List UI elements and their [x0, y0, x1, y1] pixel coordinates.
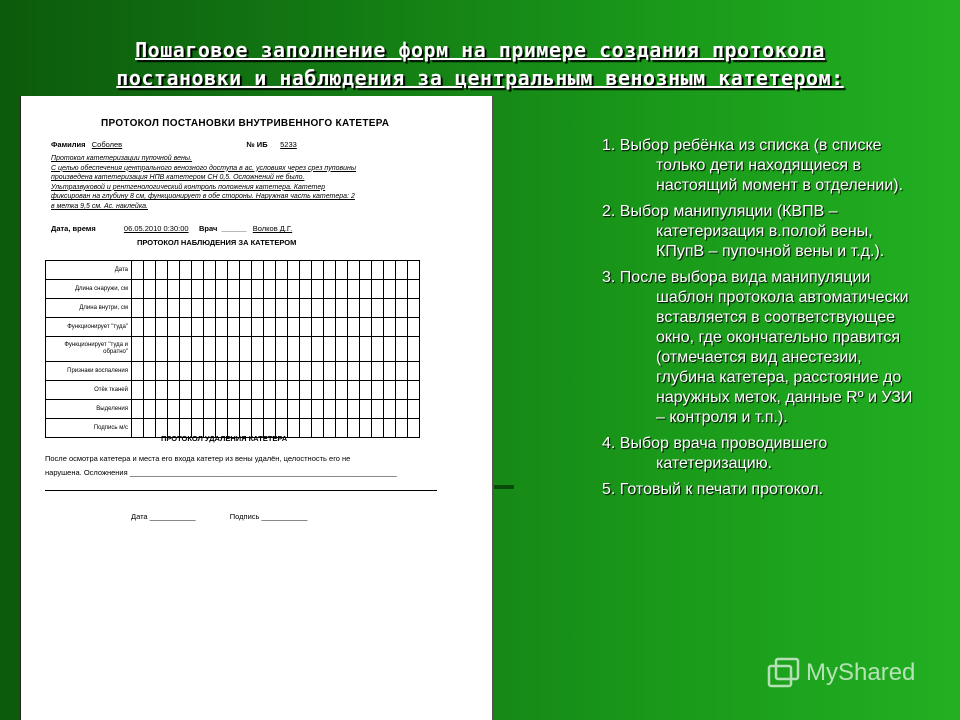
observation-cell: [276, 400, 288, 419]
observation-cell: [372, 362, 384, 381]
decorative-bar: [494, 485, 514, 489]
observation-cell: [228, 381, 240, 400]
observation-cell: [288, 318, 300, 337]
removal-text-line: нарушена. Осложнения ________________________________________________________________: [45, 468, 397, 477]
observation-cell: [324, 362, 336, 381]
observation-cell: [216, 261, 228, 280]
protocol-text-line: произведена катетеризация НПВ катетером СН 0,5. Осложнений не было.: [51, 174, 305, 181]
observation-cell: [228, 362, 240, 381]
observation-row-label: Длина внутри, см: [46, 299, 132, 318]
observation-cell: [204, 318, 216, 337]
observation-cell: [408, 400, 420, 419]
observation-cell: [204, 362, 216, 381]
observation-cell: [384, 381, 396, 400]
observation-row-label: Длина снаружи, см: [46, 280, 132, 299]
observation-cell: [144, 381, 156, 400]
removal-text-line: После осмотра катетера и места его входа катетер из вены удалён, целостность его не: [45, 454, 351, 463]
observation-cell: [324, 280, 336, 299]
slide-title: [60, 36, 900, 92]
observation-cell: [396, 419, 408, 438]
observation-row: [46, 299, 420, 318]
observation-cell: [276, 381, 288, 400]
observation-cell: [408, 381, 420, 400]
date-doctor-row: Дата, время 06.05.2010 0:30:00 Врач ______ Волков Д.Г.: [51, 224, 293, 233]
observation-cell: [360, 318, 372, 337]
observation-cell: [240, 362, 252, 381]
observation-cell: [300, 381, 312, 400]
observation-cell: [264, 400, 276, 419]
observation-cell: [300, 400, 312, 419]
observation-cell: [276, 337, 288, 362]
protocol-text: [51, 154, 471, 211]
observation-cell: [300, 261, 312, 280]
observation-cell: [132, 280, 144, 299]
observation-cell: [300, 362, 312, 381]
observation-cell: [216, 400, 228, 419]
observation-cell: [360, 362, 372, 381]
observation-cell: [168, 337, 180, 362]
observation-cell: [312, 362, 324, 381]
observation-row-label: Функционирует "туда и обратно": [46, 337, 132, 362]
protocol-text-line: фиксирован на глубину 8 см, функционирует в обе стороны. Наружная часть катетера: 2: [51, 193, 355, 200]
date-sign-label: Дата: [131, 512, 148, 521]
observation-cell: [216, 337, 228, 362]
observation-cell: [288, 261, 300, 280]
observation-cell: [168, 261, 180, 280]
observation-cell: [300, 419, 312, 438]
observation-cell: [372, 337, 384, 362]
observation-cell: [312, 280, 324, 299]
observation-cell: [240, 337, 252, 362]
removal-blank-line: [45, 490, 437, 491]
step-item: 5. Готовый к печати протокол.: [602, 481, 824, 498]
observation-cell: [384, 400, 396, 419]
observation-cell: [408, 419, 420, 438]
step-item: 1. Выбор ребёнка из списка (в списке только дети находящиеся в настоящий момент в отделении).: [602, 137, 904, 194]
step-item: 2. Выбор манипуляции (КВПВ – катетеризация в.полой вены, КПупВ – пупочной вены и т.д.).: [602, 203, 885, 260]
observation-cell: [408, 337, 420, 362]
observation-cell: [396, 299, 408, 318]
observation-cell: [384, 299, 396, 318]
observation-cell: [348, 318, 360, 337]
observation-row: [46, 337, 420, 362]
observation-cell: [288, 280, 300, 299]
observation-cell: [264, 381, 276, 400]
observation-cell: [204, 400, 216, 419]
observation-cell: [132, 261, 144, 280]
observation-cell: [144, 400, 156, 419]
observation-cell: [324, 419, 336, 438]
observation-cell: [192, 299, 204, 318]
observation-cell: [132, 337, 144, 362]
observation-cell: [132, 381, 144, 400]
observation-cell: [372, 400, 384, 419]
observation-cell: [360, 400, 372, 419]
observation-table: [45, 260, 420, 438]
observation-cell: [360, 419, 372, 438]
signature-label: Подпись: [229, 512, 260, 521]
observation-cell: [348, 261, 360, 280]
observation-cell: [144, 299, 156, 318]
observation-cell: [324, 318, 336, 337]
observation-row-label: Функционирует "туда": [46, 318, 132, 337]
observation-cell: [396, 362, 408, 381]
observation-cell: [384, 337, 396, 362]
observation-cell: [192, 362, 204, 381]
observation-cell: [324, 400, 336, 419]
observation-cell: [180, 280, 192, 299]
observation-cell: [372, 299, 384, 318]
watermark-icon: [766, 656, 800, 690]
observation-cell: [252, 362, 264, 381]
protocol-text-line: Протокол катетеризации пупочной вены.: [51, 155, 192, 162]
observation-cell: [288, 419, 300, 438]
observation-cell: [132, 318, 144, 337]
observation-cell: [252, 299, 264, 318]
observation-cell: [348, 400, 360, 419]
slide-title-line-1: Пошаговое заполнение форм на примере создания протокола: [135, 38, 825, 62]
observation-cell: [300, 299, 312, 318]
slide-title-line-2: постановки и наблюдения за центральным венозным катетером:: [116, 66, 844, 90]
observation-cell: [252, 261, 264, 280]
observation-cell: [264, 280, 276, 299]
observation-cell: [264, 362, 276, 381]
observation-cell: [132, 419, 144, 438]
observation-cell: [132, 299, 144, 318]
observation-cell: [156, 362, 168, 381]
doctor-value: Волков Д.Г.: [252, 224, 293, 233]
observation-cell: [168, 318, 180, 337]
observation-cell: [276, 362, 288, 381]
observation-header: ПРОТОКОЛ НАБЛЮДЕНИЯ ЗА КАТЕТЕРОМ: [137, 238, 297, 247]
observation-cell: [264, 261, 276, 280]
observation-cell: [348, 337, 360, 362]
observation-cell: [336, 261, 348, 280]
observation-cell: [204, 299, 216, 318]
observation-cell: [324, 337, 336, 362]
observation-cell: [192, 337, 204, 362]
observation-row-label: Отёк тканей: [46, 381, 132, 400]
observation-cell: [264, 299, 276, 318]
observation-cell: [396, 337, 408, 362]
observation-cell: [144, 419, 156, 438]
observation-cell: [192, 400, 204, 419]
observation-cell: [312, 261, 324, 280]
protocol-text-line: в метка 9,5 см. Ас. наклейка.: [51, 202, 148, 210]
watermark-text: MyShared: [806, 659, 916, 686]
observation-cell: [300, 280, 312, 299]
observation-cell: [372, 381, 384, 400]
observation-cell: [408, 299, 420, 318]
steps-list: [602, 136, 922, 506]
observation-cell: [336, 280, 348, 299]
observation-cell: [192, 318, 204, 337]
observation-cell: [132, 362, 144, 381]
observation-cell: [276, 280, 288, 299]
observation-cell: [228, 280, 240, 299]
observation-cell: [324, 261, 336, 280]
observation-cell: [408, 280, 420, 299]
watermark-logo: [766, 656, 915, 690]
observation-cell: [168, 280, 180, 299]
patient-row: [51, 140, 297, 149]
observation-cell: [252, 381, 264, 400]
observation-cell: [168, 400, 180, 419]
observation-cell: [336, 400, 348, 419]
observation-row-label: Признаки воспаления: [46, 362, 132, 381]
observation-cell: [204, 280, 216, 299]
observation-cell: [168, 381, 180, 400]
observation-cell: [180, 381, 192, 400]
observation-cell: [144, 318, 156, 337]
observation-cell: [228, 261, 240, 280]
observation-cell: [156, 337, 168, 362]
observation-cell: [288, 362, 300, 381]
ib-value: 5233: [280, 140, 297, 149]
observation-cell: [144, 280, 156, 299]
observation-cell: [252, 318, 264, 337]
date-value: 06.05.2010 0:30:00: [123, 224, 189, 233]
observation-row: [46, 280, 420, 299]
observation-cell: [300, 337, 312, 362]
observation-cell: [156, 318, 168, 337]
observation-cell: [408, 318, 420, 337]
observation-cell: [288, 381, 300, 400]
observation-cell: [216, 318, 228, 337]
observation-cell: [216, 362, 228, 381]
observation-cell: [360, 381, 372, 400]
step-item: 3. После выбора вида манипуляции шаблон протокола автоматически вставляется в соответствующее окно, где окончательно правится (отмечается вид анестезии, глубина катетера, расстояние до наружных меток, данные Rº и УЗИ – контроля и т.п.).: [602, 269, 913, 426]
observation-cell: [384, 362, 396, 381]
observation-cell: [372, 318, 384, 337]
document-header: ПРОТОКОЛ ПОСТАНОВКИ ВНУТРИВЕННОГО КАТЕТЕРА: [101, 118, 390, 129]
observation-cell: [372, 419, 384, 438]
observation-row: [46, 261, 420, 280]
observation-row-label: Подпись м/с: [46, 419, 132, 438]
observation-cell: [396, 261, 408, 280]
observation-cell: [276, 318, 288, 337]
observation-cell: [168, 299, 180, 318]
observation-cell: [228, 318, 240, 337]
observation-cell: [180, 299, 192, 318]
observation-cell: [216, 299, 228, 318]
observation-cell: [264, 337, 276, 362]
observation-cell: [156, 299, 168, 318]
observation-cell: [144, 261, 156, 280]
observation-cell: [336, 299, 348, 318]
observation-cell: [156, 381, 168, 400]
observation-cell: [348, 362, 360, 381]
doctor-label: Врач: [198, 224, 218, 233]
observation-cell: [240, 299, 252, 318]
observation-cell: [276, 261, 288, 280]
observation-cell: [204, 381, 216, 400]
observation-cell: [336, 419, 348, 438]
observation-cell: [144, 337, 156, 362]
observation-cell: [252, 337, 264, 362]
date-label: Дата, время: [51, 224, 96, 233]
observation-cell: [336, 337, 348, 362]
observation-cell: [312, 381, 324, 400]
observation-cell: [204, 261, 216, 280]
observation-cell: [312, 318, 324, 337]
observation-cell: [336, 381, 348, 400]
signature-row: Дата ___________ Подпись ___________: [131, 512, 308, 521]
observation-row: [46, 400, 420, 419]
observation-cell: [192, 280, 204, 299]
observation-cell: [252, 280, 264, 299]
observation-cell: [300, 318, 312, 337]
observation-row: [46, 381, 420, 400]
observation-cell: [360, 261, 372, 280]
observation-cell: [336, 318, 348, 337]
observation-cell: [396, 318, 408, 337]
observation-cell: [216, 280, 228, 299]
observation-cell: [336, 362, 348, 381]
observation-cell: [180, 261, 192, 280]
observation-cell: [180, 337, 192, 362]
observation-cell: [180, 362, 192, 381]
observation-cell: [360, 337, 372, 362]
observation-cell: [264, 318, 276, 337]
observation-cell: [312, 419, 324, 438]
observation-cell: [348, 280, 360, 299]
observation-cell: [324, 381, 336, 400]
observation-cell: [384, 318, 396, 337]
observation-cell: [312, 400, 324, 419]
observation-row: [46, 318, 420, 337]
surname-label: Фамилия: [51, 140, 86, 149]
protocol-text-line: Ультразвуковой и рентгенологический контроль положения катетера. Катетер: [51, 183, 326, 191]
observation-cell: [288, 400, 300, 419]
observation-cell: [216, 381, 228, 400]
observation-cell: [360, 280, 372, 299]
observation-cell: [240, 280, 252, 299]
protocol-document-image: [20, 96, 494, 720]
observation-cell: [288, 337, 300, 362]
observation-cell: [240, 381, 252, 400]
removal-text: [45, 452, 445, 480]
observation-cell: [180, 400, 192, 419]
observation-cell: [156, 261, 168, 280]
observation-cell: [276, 299, 288, 318]
observation-row: [46, 362, 420, 381]
observation-cell: [204, 337, 216, 362]
protocol-text-line: С целью обеспечения центрального венозного доступа в ас. условиях через срез пуповины: [51, 164, 357, 172]
observation-cell: [312, 299, 324, 318]
observation-cell: [144, 362, 156, 381]
observation-cell: [132, 400, 144, 419]
observation-row-label: Дата: [46, 261, 132, 280]
observation-cell: [348, 419, 360, 438]
observation-cell: [372, 261, 384, 280]
observation-cell: [408, 261, 420, 280]
step-item: 4. Выбор врача проводившего катетеризацию.: [602, 435, 828, 472]
observation-cell: [396, 280, 408, 299]
observation-cell: [156, 400, 168, 419]
observation-cell: [324, 299, 336, 318]
observation-cell: [168, 362, 180, 381]
removal-header: ПРОТОКОЛ УДАЛЕНИЯ КАТЕТЕРА: [161, 434, 288, 443]
observation-cell: [228, 337, 240, 362]
observation-cell: [348, 381, 360, 400]
observation-cell: [240, 318, 252, 337]
observation-cell: [372, 280, 384, 299]
observation-cell: [384, 261, 396, 280]
observation-cell: [348, 299, 360, 318]
observation-cell: [312, 337, 324, 362]
observation-cell: [192, 381, 204, 400]
observation-cell: [240, 261, 252, 280]
surname-value: Соболев: [91, 140, 123, 149]
observation-cell: [384, 419, 396, 438]
observation-cell: [396, 381, 408, 400]
observation-cell: [156, 280, 168, 299]
observation-cell: [228, 299, 240, 318]
observation-cell: [252, 400, 264, 419]
observation-cell: [384, 280, 396, 299]
observation-cell: [288, 299, 300, 318]
ib-label: № ИБ: [246, 140, 268, 149]
observation-cell: [180, 318, 192, 337]
observation-cell: [228, 400, 240, 419]
observation-cell: [192, 261, 204, 280]
observation-row-label: Выделения: [46, 400, 132, 419]
observation-cell: [360, 299, 372, 318]
observation-cell: [396, 400, 408, 419]
observation-cell: [408, 362, 420, 381]
observation-cell: [240, 400, 252, 419]
